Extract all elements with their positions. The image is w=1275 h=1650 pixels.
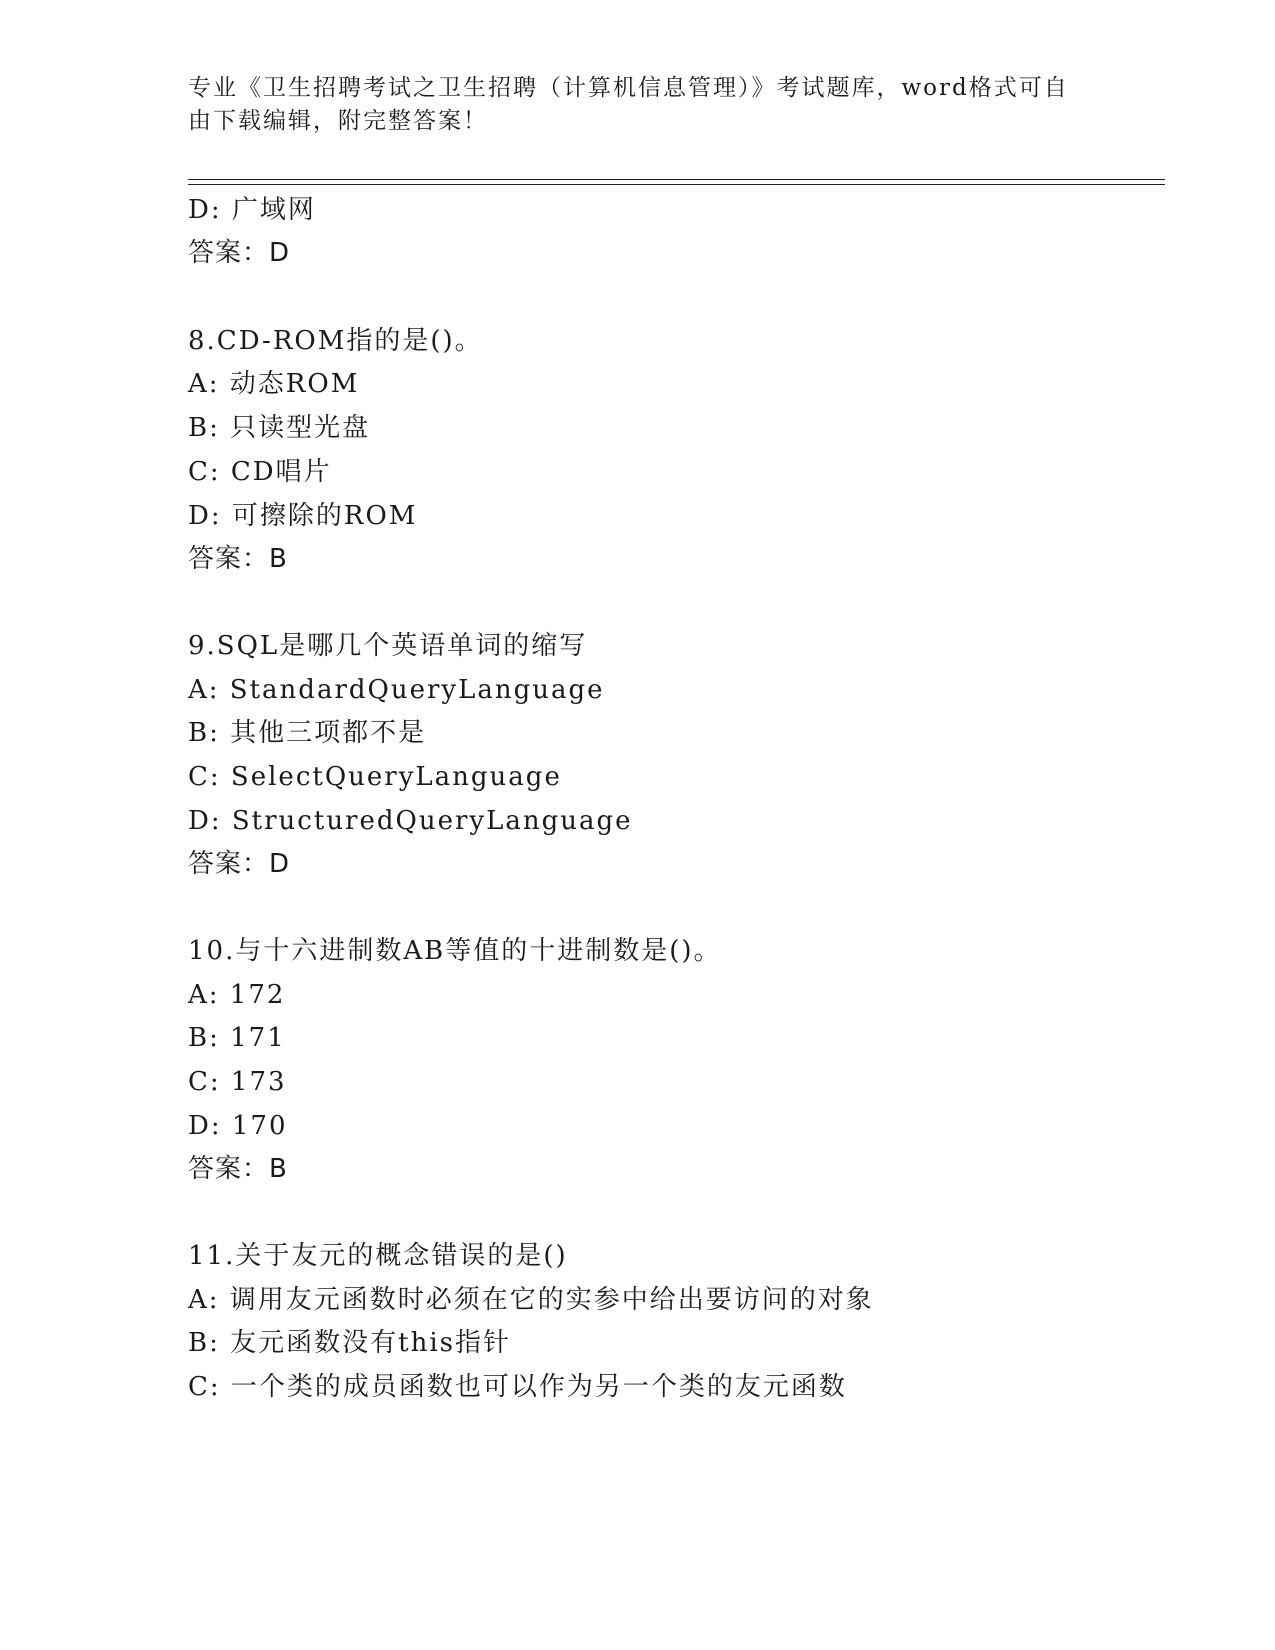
answer-q7: 答案：D [188,238,291,268]
answer-q9: 答案：D [188,849,291,879]
option-d-q10: D: 170 [188,1111,288,1141]
option-c-q9: C: SelectQueryLanguage [188,762,562,792]
question-8: 8.CD-ROM指的是()。 [188,326,483,356]
option-a-q8: A: 动态ROM [188,369,360,399]
header-line-1: 专业《卫生招聘考试之卫生招聘（计算机信息管理）》考试题库，word格式可自 [188,75,1069,101]
option-c-q10: C: 173 [188,1067,287,1097]
question-11: 11.关于友元的概念错误的是() [188,1241,568,1271]
option-d-q9: D: StructuredQueryLanguage [188,806,633,836]
option-d-q8: D: 可擦除的ROM [188,501,418,531]
header-line-2: 由下载编辑，附完整答案！ [188,108,488,134]
question-9: 9.SQL是哪几个英语单词的缩写 [188,631,588,661]
option-a-q11: A: 调用友元函数时必须在它的实参中给出要访问的对象 [188,1285,874,1315]
option-d-q7: D: 广域网 [188,195,316,225]
header-divider-bottom [188,184,1165,185]
header-divider-top [188,179,1165,180]
answer-q10: 答案：B [188,1154,288,1184]
option-a-q9: A: StandardQueryLanguage [188,675,605,705]
question-10: 10.与十六进制数AB等值的十进制数是()。 [188,936,722,966]
option-b-q10: B: 171 [188,1023,286,1053]
option-c-q8: C: CD唱片 [188,457,332,487]
option-b-q8: B: 只读型光盘 [188,413,371,443]
document-header [188,72,1088,138]
option-c-q11: C: 一个类的成员函数也可以作为另一个类的友元函数 [188,1372,847,1402]
option-b-q9: B: 其他三项都不是 [188,718,427,748]
option-b-q11: B: 友元函数没有this指针 [188,1328,511,1358]
answer-q8: 答案：B [188,544,288,574]
option-a-q10: A: 172 [188,980,286,1010]
